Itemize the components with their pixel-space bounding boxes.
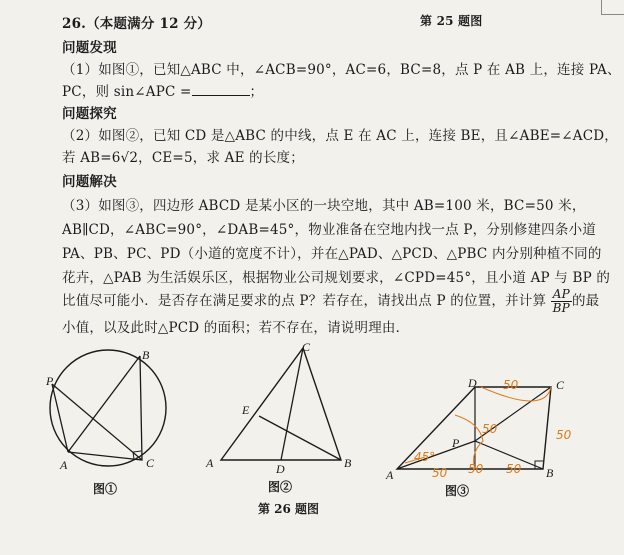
figure-2-caption: 图② [268, 480, 293, 494]
handwritten-note-right: 50 [556, 428, 572, 442]
handwritten-note-top: 50 [503, 378, 519, 392]
handwritten-note-mid: 50 [482, 422, 498, 436]
fig3-label-b: B [546, 466, 554, 480]
fig1-label-a: A [60, 458, 68, 472]
fig2-label-b: B [344, 456, 352, 470]
page-corner-mark [601, 0, 624, 15]
fig1-label-p: P [46, 374, 54, 388]
handwritten-angle-note: 45° [414, 450, 436, 464]
q1-answer-blank [192, 83, 250, 96]
figure-1-caption: 图① [93, 482, 118, 496]
fig2-label-a: A [206, 456, 214, 470]
ap-bp-fraction [551, 288, 572, 315]
q3-line5-text: 比值尽可能小．是否存在满足要求的点 P？若存在，请找出点 P 的位置，并计算 [62, 293, 547, 309]
q2-line1: （2）如图②，已知 CD 是△ABC 的中线，点 E 在 AC 上，连接 BE，且∠ABE=∠ACD， [62, 128, 618, 144]
section-explore: 问题探究 [62, 106, 117, 122]
q1-line2-text: PC，则 sin∠APC = [62, 84, 192, 100]
figure-2-diagram [205, 340, 350, 470]
prev-figure-caption: 第 25 题图 [420, 14, 483, 28]
fig3-label-a: A [386, 468, 394, 482]
fig3-label-d: D [468, 376, 477, 390]
fig3-label-p: P [452, 436, 460, 450]
fraction-numerator: AP [551, 288, 572, 302]
q3-line5 [62, 288, 599, 315]
q3-line4: 花卉，△PAB 为生活娱乐区，根据物业公司规划要求，∠CPD=45°，且小道 AP 与 BP 的 [62, 270, 611, 286]
problem-title: 26.（本题满分 12 分） [62, 16, 211, 32]
fig3-label-c: C [556, 378, 565, 392]
q1-line1: （1）如图①，已知△ABC 中，∠ACB=90°，AC=6，BC=8，点 P 在 AB 上，连接 PA、 [62, 62, 621, 78]
q3-line5-end: 的最 [571, 293, 600, 309]
fig1-label-b: B [142, 348, 150, 362]
q3-line3: PA、PB、PC、PD（小道的宽度不计），并在△PAD、△PCD、△PBC 内分别种植不同的 [62, 246, 602, 262]
fig1-label-c: C [146, 456, 155, 470]
q3-line1: （3）如图③，四边形 ABCD 是某小区的一块空地，其中 AB=100 米，BC=50 米， [62, 198, 586, 214]
q3-line6: 小值，以及此时△PCD 的面积；若不存在，请说明理由． [62, 320, 410, 336]
q2-line2: 若 AB=6√2，CE=5，求 AE 的长度； [62, 150, 304, 166]
fig2-label-c: C [302, 340, 311, 354]
fig2-label-e: E [242, 403, 250, 417]
section-discover: 问题发现 [62, 40, 117, 56]
section-solve: 问题解决 [62, 174, 117, 190]
handwritten-note-bottom: 50 [468, 462, 484, 476]
q3-line2: AB∥CD，∠ABC=90°，∠DAB=45°，物业准备在空地内找一点 P，分别修建四条小道 [62, 222, 596, 238]
fig2-label-d: D [276, 462, 285, 476]
q1-line2 [62, 80, 263, 100]
fraction-denominator: BP [552, 301, 570, 315]
q1-line2-end: ； [249, 84, 264, 100]
figure-3-caption: 图③ [445, 484, 470, 498]
problem-figure-caption: 第 26 题图 [258, 502, 320, 516]
handwritten-note-bottom2: 50 [506, 462, 522, 476]
handwritten-note-left: 50 [432, 466, 448, 480]
